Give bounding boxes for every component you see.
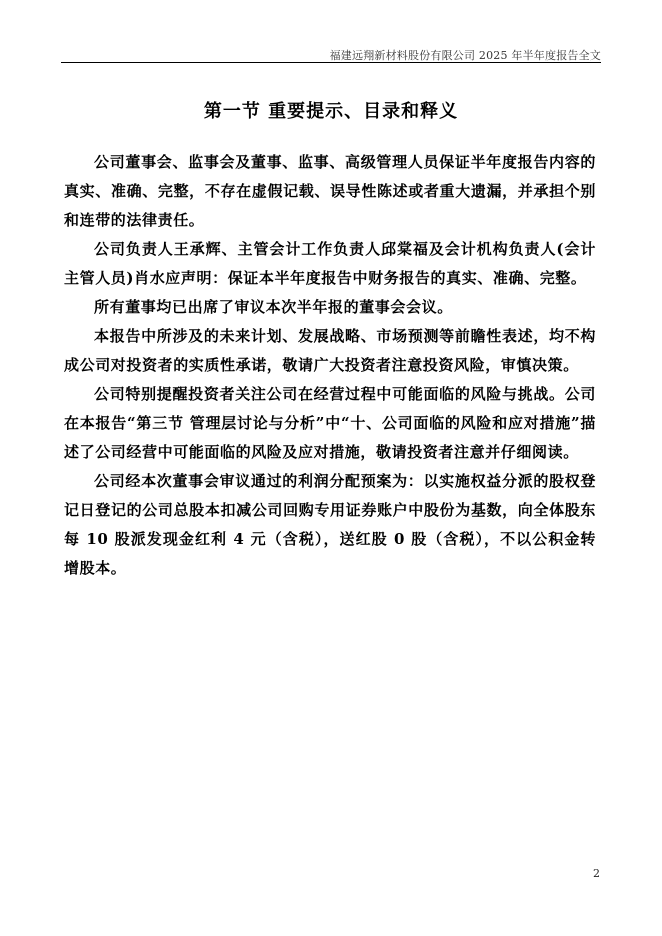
paragraph-risk-reminder: 公司特别提醒投资者关注公司在经营过程中可能面临的风险与挑战。公司在本报告“第三节 管理层讨论与分析”中“十、公司面临的风险和应对措施”描述了公司经营中可能面临的风险及应对措施，敬请投资者注意并仔细阅读。 <box>64 385 596 461</box>
paragraph-responsibility-statement: 公司董事会、监事会及董事、监事、高级管理人员保证半年度报告内容的真实、准确、完整，不存在虚假记载、误导性陈述或者重大遗漏，并承担个别和连带的法律责任。 <box>64 153 596 229</box>
paragraph-profit-distribution: 公司经本次董事会审议通过的利润分配预案为：以实施权益分派的股权登记日登记的公司总股本扣减公司回购专用证券账户中股份为基数，向全体股东每 10 股派发现金红利 4 元（含税），送红股 0 股（含税），不以公积金转增股本。 <box>64 472 596 577</box>
document-body <box>64 148 596 583</box>
page-number: 2 <box>593 867 600 880</box>
paragraph-officer-declaration: 公司负责人王承辉、主管会计工作负责人邱棠福及会计机构负责人(会计主管人员)肖水应声明：保证本半年度报告中财务报告的真实、准确、完整。 <box>64 240 596 287</box>
header-divider <box>61 62 601 63</box>
running-header: 福建远翔新材料股份有限公司 2025 年半年度报告全文 <box>329 49 601 62</box>
paragraph-forward-looking: 本报告中所涉及的未来计划、发展战略、市场预测等前瞻性表述，均不构成公司对投资者的实质性承诺，敬请广大投资者注意投资风险，审慎决策。 <box>64 327 596 374</box>
section-title: 第一节 重要提示、目录和释义 <box>203 101 459 122</box>
paragraph-board-attendance: 所有董事均已出席了审议本次半年报的董事会会议。 <box>94 298 453 316</box>
